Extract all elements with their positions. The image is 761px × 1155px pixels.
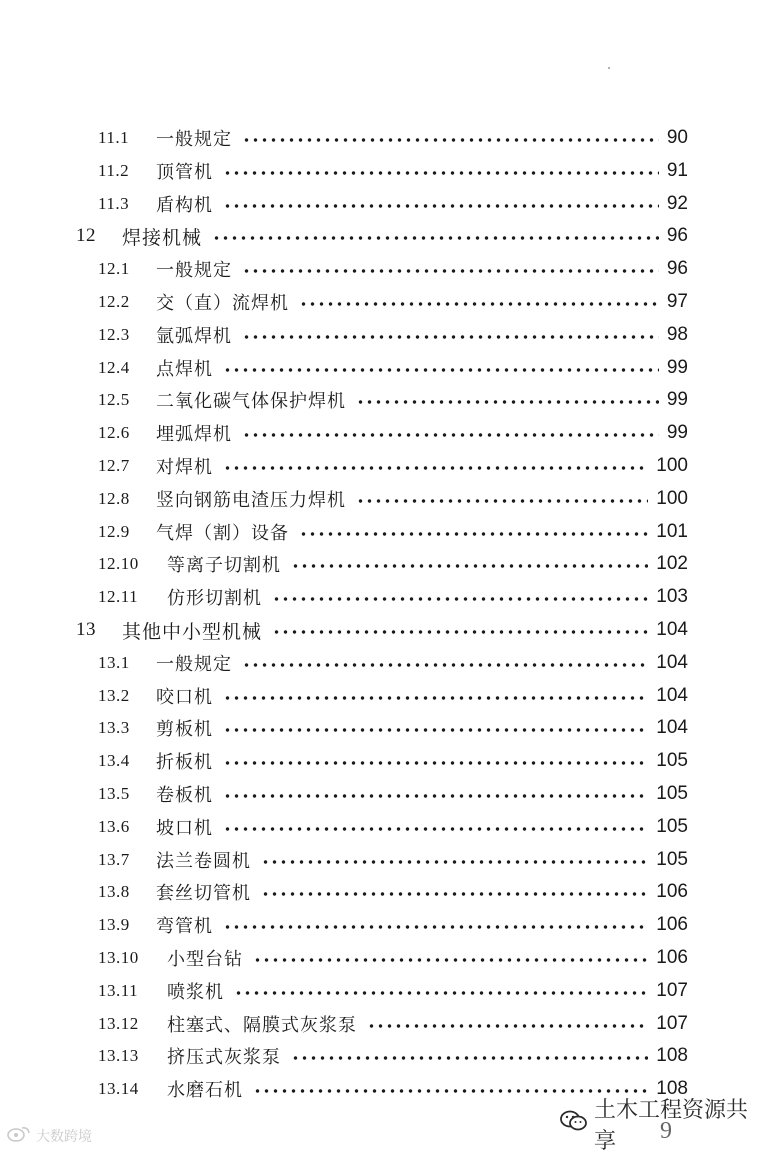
dot-leader (223, 368, 659, 372)
toc-page-number: 90 (666, 127, 688, 148)
toc-number: 13.4 (98, 751, 130, 771)
toc-number: 13.6 (98, 816, 130, 836)
toc-number: 12.5 (98, 390, 130, 410)
toc-section-row (0, 811, 761, 843)
dot-leader (253, 958, 648, 962)
toc-page-number: 105 (656, 848, 688, 870)
page-number: 9 (660, 1118, 672, 1144)
toc-page-number: 91 (666, 159, 688, 181)
toc-number: 13.5 (98, 784, 130, 803)
toc-page-number: 107 (656, 979, 688, 1001)
toc-section-row (0, 319, 761, 351)
toc-page-number: 98 (666, 323, 688, 345)
dot-leader (223, 171, 659, 175)
toc-section-row (0, 844, 761, 876)
toc-section-row (0, 876, 761, 908)
watermark-left (6, 1124, 92, 1148)
toc-section-row (0, 352, 761, 384)
dot-leader (356, 400, 659, 404)
toc-page-number: 108 (656, 1045, 688, 1067)
toc-title: 等离子切割机 (167, 555, 281, 577)
toc-page-number: 101 (656, 520, 688, 542)
toc-page-number: 104 (656, 684, 688, 706)
toc-number: 12.1 (98, 259, 130, 279)
toc-title: 埋弧焊机 (156, 424, 232, 446)
toc-number: 13.2 (98, 685, 130, 705)
toc-page-number: 100 (656, 487, 688, 509)
toc-chapter-row (0, 220, 761, 252)
dot-leader (223, 728, 648, 732)
toc-page-number: 96 (666, 225, 688, 247)
toc-number: 12.8 (98, 488, 130, 508)
toc-section-row (0, 155, 761, 187)
toc-title: 咬口机 (156, 686, 213, 708)
toc-number: 12.9 (98, 521, 130, 541)
dot-leader (223, 466, 648, 470)
toc-title: 一般规定 (156, 653, 232, 675)
toc-title: 仿形切割机 (167, 588, 262, 610)
toc-section-row (0, 778, 761, 810)
toc-section-row (0, 483, 761, 515)
dot-leader (272, 630, 648, 634)
toc-section-row (0, 122, 761, 154)
toc-page-number: 106 (656, 914, 688, 936)
dot-leader (291, 1056, 648, 1060)
toc-number: 13.9 (98, 915, 130, 935)
dot-leader (272, 597, 648, 601)
dot-leader (291, 564, 648, 568)
toc-page-number: 103 (656, 586, 688, 608)
toc-title: 套丝切管机 (156, 883, 251, 905)
toc-section-row (0, 712, 761, 744)
toc-page-number: 99 (666, 356, 688, 378)
toc-title: 焊接机械 (122, 226, 203, 249)
toc-title: 卷板机 (156, 785, 213, 806)
toc-number: 11.1 (98, 128, 130, 147)
toc-title: 盾构机 (156, 194, 213, 216)
toc-number: 12.10 (98, 554, 139, 574)
dot-leader (242, 433, 659, 437)
toc-number: 13.13 (98, 1046, 139, 1066)
dot-leader (223, 696, 648, 700)
dot-leader (223, 925, 648, 929)
toc-section-row (0, 516, 761, 548)
toc-section-row (0, 975, 761, 1007)
dot-leader (212, 236, 659, 240)
toc-title: 挤压式灰浆泵 (167, 1047, 281, 1069)
watermark-right (560, 1098, 761, 1154)
toc-title: 一般规定 (156, 129, 232, 150)
watermark-right-text: 土木工程资源共享 (594, 1098, 749, 1154)
toc-number: 12.11 (98, 587, 139, 607)
toc-title: 其他中小型机械 (122, 620, 263, 643)
toc-number: 13 (76, 619, 96, 640)
toc-page-number: 105 (656, 815, 688, 837)
toc-page-number: 96 (666, 258, 688, 280)
toc-page-number: 106 (656, 947, 688, 968)
toc-section-row (0, 909, 761, 941)
toc-section-row (0, 384, 761, 416)
toc-title: 竖向钢筋电渣压力焊机 (156, 489, 346, 511)
toc-section-row (0, 548, 761, 580)
watermark-left-text: 大数跨境 (36, 1129, 92, 1145)
toc-section-row (0, 745, 761, 777)
toc-number: 13.14 (98, 1079, 139, 1099)
dot-leader (242, 663, 648, 667)
toc-number: 12.2 (98, 292, 130, 311)
toc-page-number: 104 (656, 619, 688, 640)
toc-page-number: 100 (656, 455, 688, 476)
toc-section-row (0, 581, 761, 613)
dot-leader (356, 499, 648, 503)
toc-page-number: 97 (666, 291, 688, 312)
toc-title: 交（直）流焊机 (156, 293, 289, 314)
toc-section-row (0, 286, 761, 318)
toc-section-row (0, 450, 761, 482)
toc-page-number: 99 (666, 422, 688, 444)
toc-number: 11.3 (98, 193, 130, 213)
toc-page-number: 107 (656, 1012, 688, 1034)
dot-leader (261, 892, 648, 896)
toc-section-row (0, 647, 761, 679)
dot-leader (223, 204, 659, 208)
toc-title: 折板机 (156, 752, 213, 774)
toc-page-number: 108 (656, 1078, 688, 1100)
toc-section-row (0, 417, 761, 449)
toc-title: 喷浆机 (167, 981, 224, 1003)
toc-section-row (0, 253, 761, 285)
weibo-like-logo-icon (6, 1125, 32, 1147)
toc-number: 13.1 (98, 652, 130, 672)
toc-title: 一般规定 (156, 260, 232, 282)
toc-number: 12 (76, 225, 96, 247)
toc-page-number: 102 (656, 553, 688, 575)
dot-leader (223, 794, 648, 798)
toc-title: 气焊（割）设备 (156, 522, 289, 544)
toc-title: 弯管机 (156, 916, 213, 938)
toc-title: 坡口机 (156, 817, 213, 839)
toc-page-number: 104 (656, 651, 688, 673)
toc-section-row (0, 942, 761, 974)
toc-number: 13.12 (98, 1013, 139, 1033)
toc-number: 12.3 (98, 324, 130, 344)
wechat-icon (560, 1109, 588, 1139)
toc-number: 13.11 (98, 980, 139, 1000)
toc-title: 点焊机 (156, 358, 213, 380)
toc-title: 柱塞式、隔膜式灰浆泵 (167, 1014, 357, 1036)
toc-section-row (0, 1040, 761, 1072)
dot-leader (242, 138, 659, 142)
toc-title: 法兰卷圆机 (156, 850, 251, 872)
dot-leader (234, 991, 648, 995)
toc-title: 氩弧焊机 (156, 325, 232, 347)
toc-title: 水磨石机 (167, 1080, 243, 1102)
dot-leader (253, 1089, 648, 1093)
dot-leader (242, 269, 659, 273)
toc-page-number: 104 (656, 717, 688, 739)
toc-page-number: 99 (666, 389, 688, 411)
toc-title: 对焊机 (156, 457, 213, 478)
toc-page-number: 92 (666, 192, 688, 214)
toc-title: 剪板机 (156, 719, 213, 741)
toc-number: 12.6 (98, 423, 130, 443)
toc-number: 12.7 (98, 456, 130, 475)
toc-section-row (0, 1008, 761, 1040)
toc-number: 13.8 (98, 882, 130, 902)
dot-leader (242, 335, 659, 339)
dot-leader (223, 761, 648, 765)
toc-section-row (0, 680, 761, 712)
toc-page-number: 105 (656, 783, 688, 804)
toc-page-number: 106 (656, 881, 688, 903)
dot-leader (261, 860, 648, 864)
toc-number: 13.3 (98, 718, 130, 738)
toc-number: 13.7 (98, 849, 130, 869)
toc-section-row (0, 188, 761, 220)
toc-title: 小型台钻 (167, 949, 243, 970)
scan-speck (608, 67, 610, 69)
dot-leader (299, 532, 648, 536)
dot-leader (299, 302, 659, 306)
toc-title: 顶管机 (156, 161, 213, 183)
toc-number: 13.10 (98, 948, 139, 967)
dot-leader (223, 827, 648, 831)
toc-title: 二氧化碳气体保护焊机 (156, 391, 346, 413)
toc-page-number: 105 (656, 750, 688, 772)
toc-number: 12.4 (98, 357, 130, 377)
toc-chapter-row (0, 614, 761, 646)
dot-leader (367, 1024, 648, 1028)
toc-number: 11.2 (98, 160, 130, 180)
